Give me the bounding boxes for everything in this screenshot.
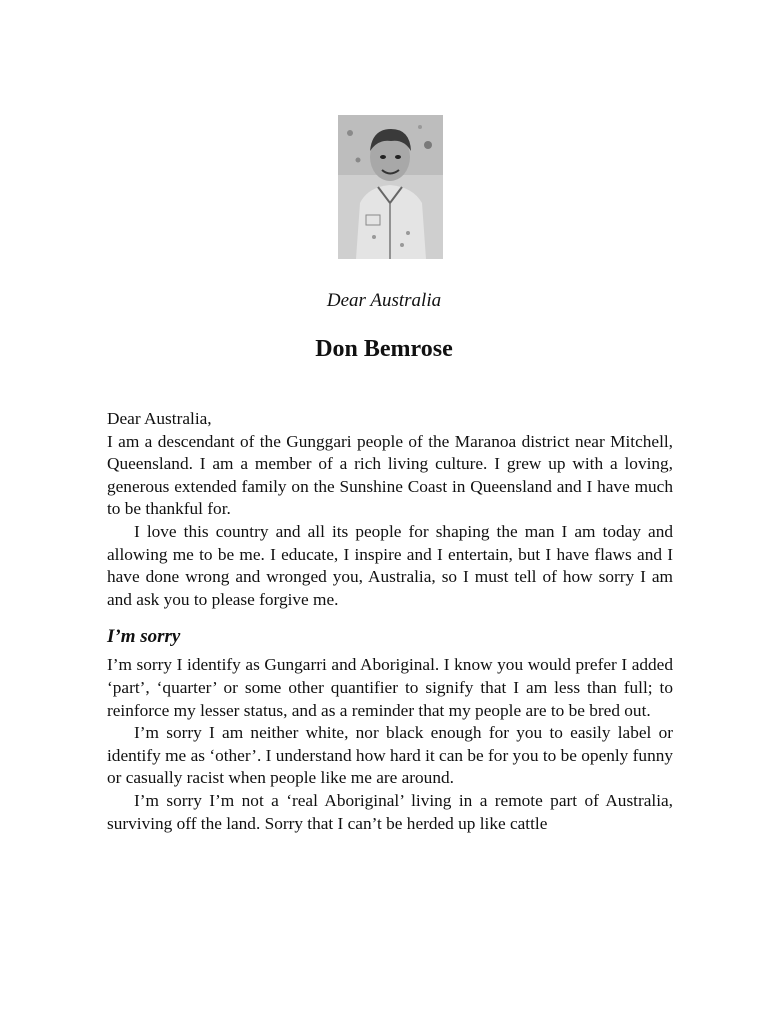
intro-paragraph-2: I love this country and all its people for shaping the man I am today and allowing me to be me. I educate, I inspire and I entertain, but I have flaws and I have done wrong and wronged you, Australia, so I must tell of how sorry I am and ask you to please forgive me.	[107, 521, 673, 609]
section-paragraph-1: I’m sorry I identify as Gungarri and Aboriginal. I know you would prefer I added ‘part’, ‘quarter’ or some other quantifier to signify that I am less than full; to reinforce my lesser status, and as a reminder that my people are to be bred out.	[107, 655, 673, 720]
author-name: Don Bemrose	[315, 336, 453, 362]
letter-body	[107, 408, 673, 835]
author-childhood-photo	[338, 115, 443, 259]
section-heading: I’m sorry	[107, 626, 181, 648]
salutation: Dear Australia,	[107, 409, 212, 428]
section-paragraph-3: I’m sorry I’m not a ‘real Aboriginal’ living in a remote part of Australia, surviving off the land. Sorry that I can’t be herded up like cattle	[107, 790, 673, 833]
intro-paragraph-1: I am a descendant of the Gunggari people of the Maranoa district near Mitchell, Queensland. I am a member of a rich living culture. I grew up with a loving, generous extended family on the Sunshine Coast in Queensland and I have much to be thankful for.	[107, 431, 673, 519]
child-portrait-image	[338, 115, 443, 259]
section-paragraph-2: I’m sorry I am neither white, nor black enough for you to easily label or identify me as ‘other’. I understand how hard it can be for you to be openly funny or casually racist when people like me are around.	[107, 723, 673, 788]
article-subtitle: Dear Australia	[326, 290, 442, 311]
